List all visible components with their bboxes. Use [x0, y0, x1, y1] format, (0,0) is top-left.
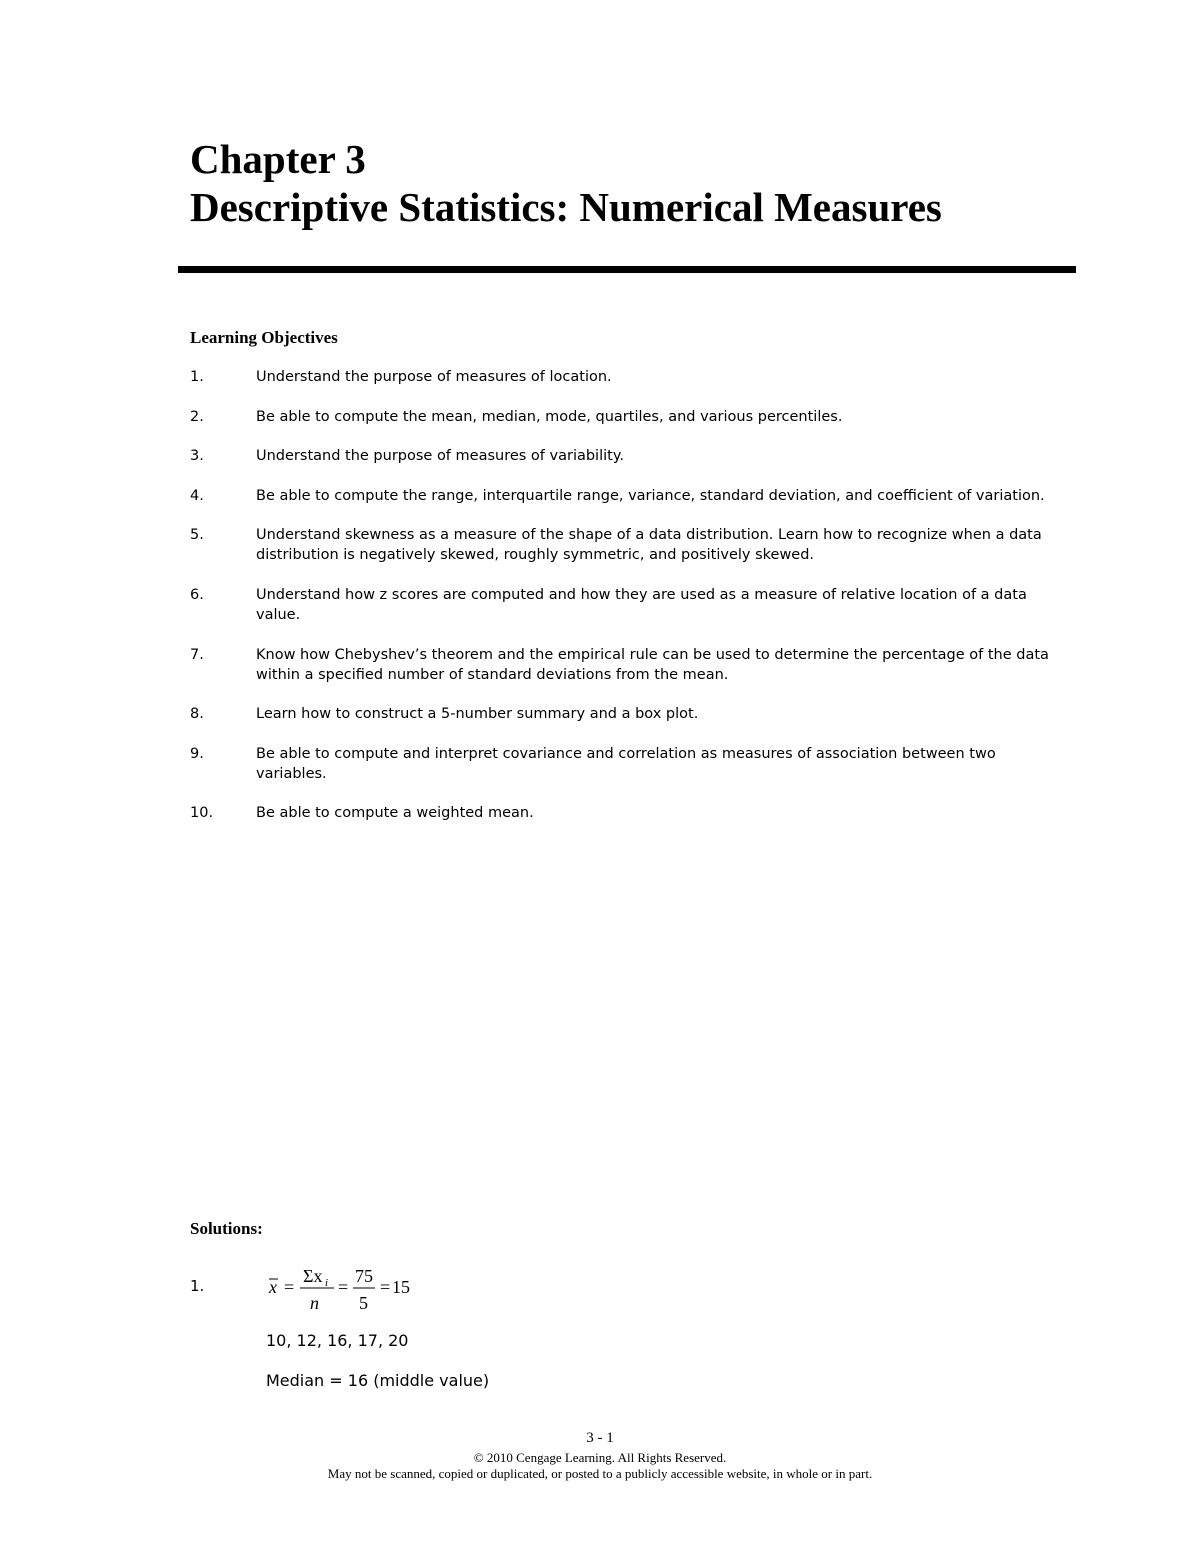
objective-item [190, 486, 1070, 506]
objective-item [190, 407, 1070, 427]
objective-number: 5. [190, 527, 204, 544]
objective-item [190, 645, 1070, 685]
solutions-heading: Solutions: [190, 1219, 263, 1238]
formula-equals-3: = [380, 1277, 391, 1297]
objective-number: 9. [190, 745, 204, 762]
formula-value-denominator: 5 [359, 1293, 368, 1313]
learning-objectives-heading: Learning Objectives [190, 328, 338, 347]
objective-text: Be able to compute and interpret covariance and correlation as measures of association between two variables. [256, 745, 996, 782]
objective-text: Understand the purpose of measures of variability. [256, 448, 624, 465]
chapter-subtitle: Descriptive Statistics: Numerical Measures [190, 184, 942, 230]
objective-text: Understand skewness as a measure of the shape of a data distribution. Learn how to recognize when a data distribution is negatively skewed, roughly symmetric, and positively skewed. [256, 527, 1042, 564]
formula-equals-1: = [284, 1277, 295, 1297]
objective-item [190, 367, 1070, 387]
objective-text: Be able to compute a weighted mean. [256, 805, 534, 822]
objective-text: Be able to compute the mean, median, mode, quartiles, and various percentiles. [256, 408, 843, 425]
formula-equals-2: = [338, 1277, 349, 1297]
objective-text: Be able to compute the range, interquartile range, variance, standard deviation, and coefficient of variation. [256, 487, 1045, 504]
chapter-number: Chapter 3 [190, 136, 366, 182]
objective-text: Learn how to construct a 5-number summary and a box plot. [256, 706, 699, 723]
objective-number: 2. [190, 408, 204, 425]
sorted-values: 10, 12, 16, 17, 20 [266, 1331, 409, 1350]
formula-result: 15 [392, 1277, 410, 1297]
median-result: Median = 16 (middle value) [266, 1371, 490, 1390]
objective-item [190, 803, 1070, 823]
objective-number: 4. [190, 487, 204, 504]
copyright-notice: © 2010 Cengage Learning. All Rights Reserved. [473, 1450, 727, 1465]
objective-text: Understand the purpose of measures of location. [256, 369, 612, 385]
formula-subscript: i [325, 1277, 329, 1289]
objective-item [190, 704, 1070, 724]
formula-value-numerator: 75 [355, 1266, 373, 1286]
objective-text: Understand how z scores are computed and how they are used as a measure of relative location of a data value. [256, 586, 1027, 623]
objective-number: 10. [190, 805, 214, 822]
chapter-title [190, 135, 942, 231]
title-divider [178, 266, 1076, 273]
usage-notice: May not be scanned, copied or duplicated, or posted to a publicly accessible website, in whole or in part. [327, 1466, 873, 1481]
objective-number: 7. [190, 646, 204, 663]
formula-xbar: x [269, 1277, 277, 1297]
objective-number: 8. [190, 706, 204, 723]
formula-denominator: n [310, 1293, 319, 1313]
page-number: 3 - 1 [586, 1430, 614, 1446]
learning-objectives-list [190, 367, 1070, 843]
objective-number: 3. [190, 448, 204, 465]
solution-number: 1. [190, 1277, 205, 1295]
mean-formula [266, 1262, 426, 1318]
objective-item [190, 446, 1070, 466]
objective-item [190, 744, 1070, 784]
objective-number: 1. [190, 369, 204, 385]
objective-text: Know how Chebyshev’s theorem and the empirical rule can be used to determine the percentage of the data within a specified number of standard deviations from the mean. [256, 646, 1049, 683]
objective-item [190, 585, 1070, 625]
formula-numerator: Σx [303, 1266, 323, 1286]
objective-number: 6. [190, 586, 204, 603]
objective-item [190, 525, 1070, 565]
